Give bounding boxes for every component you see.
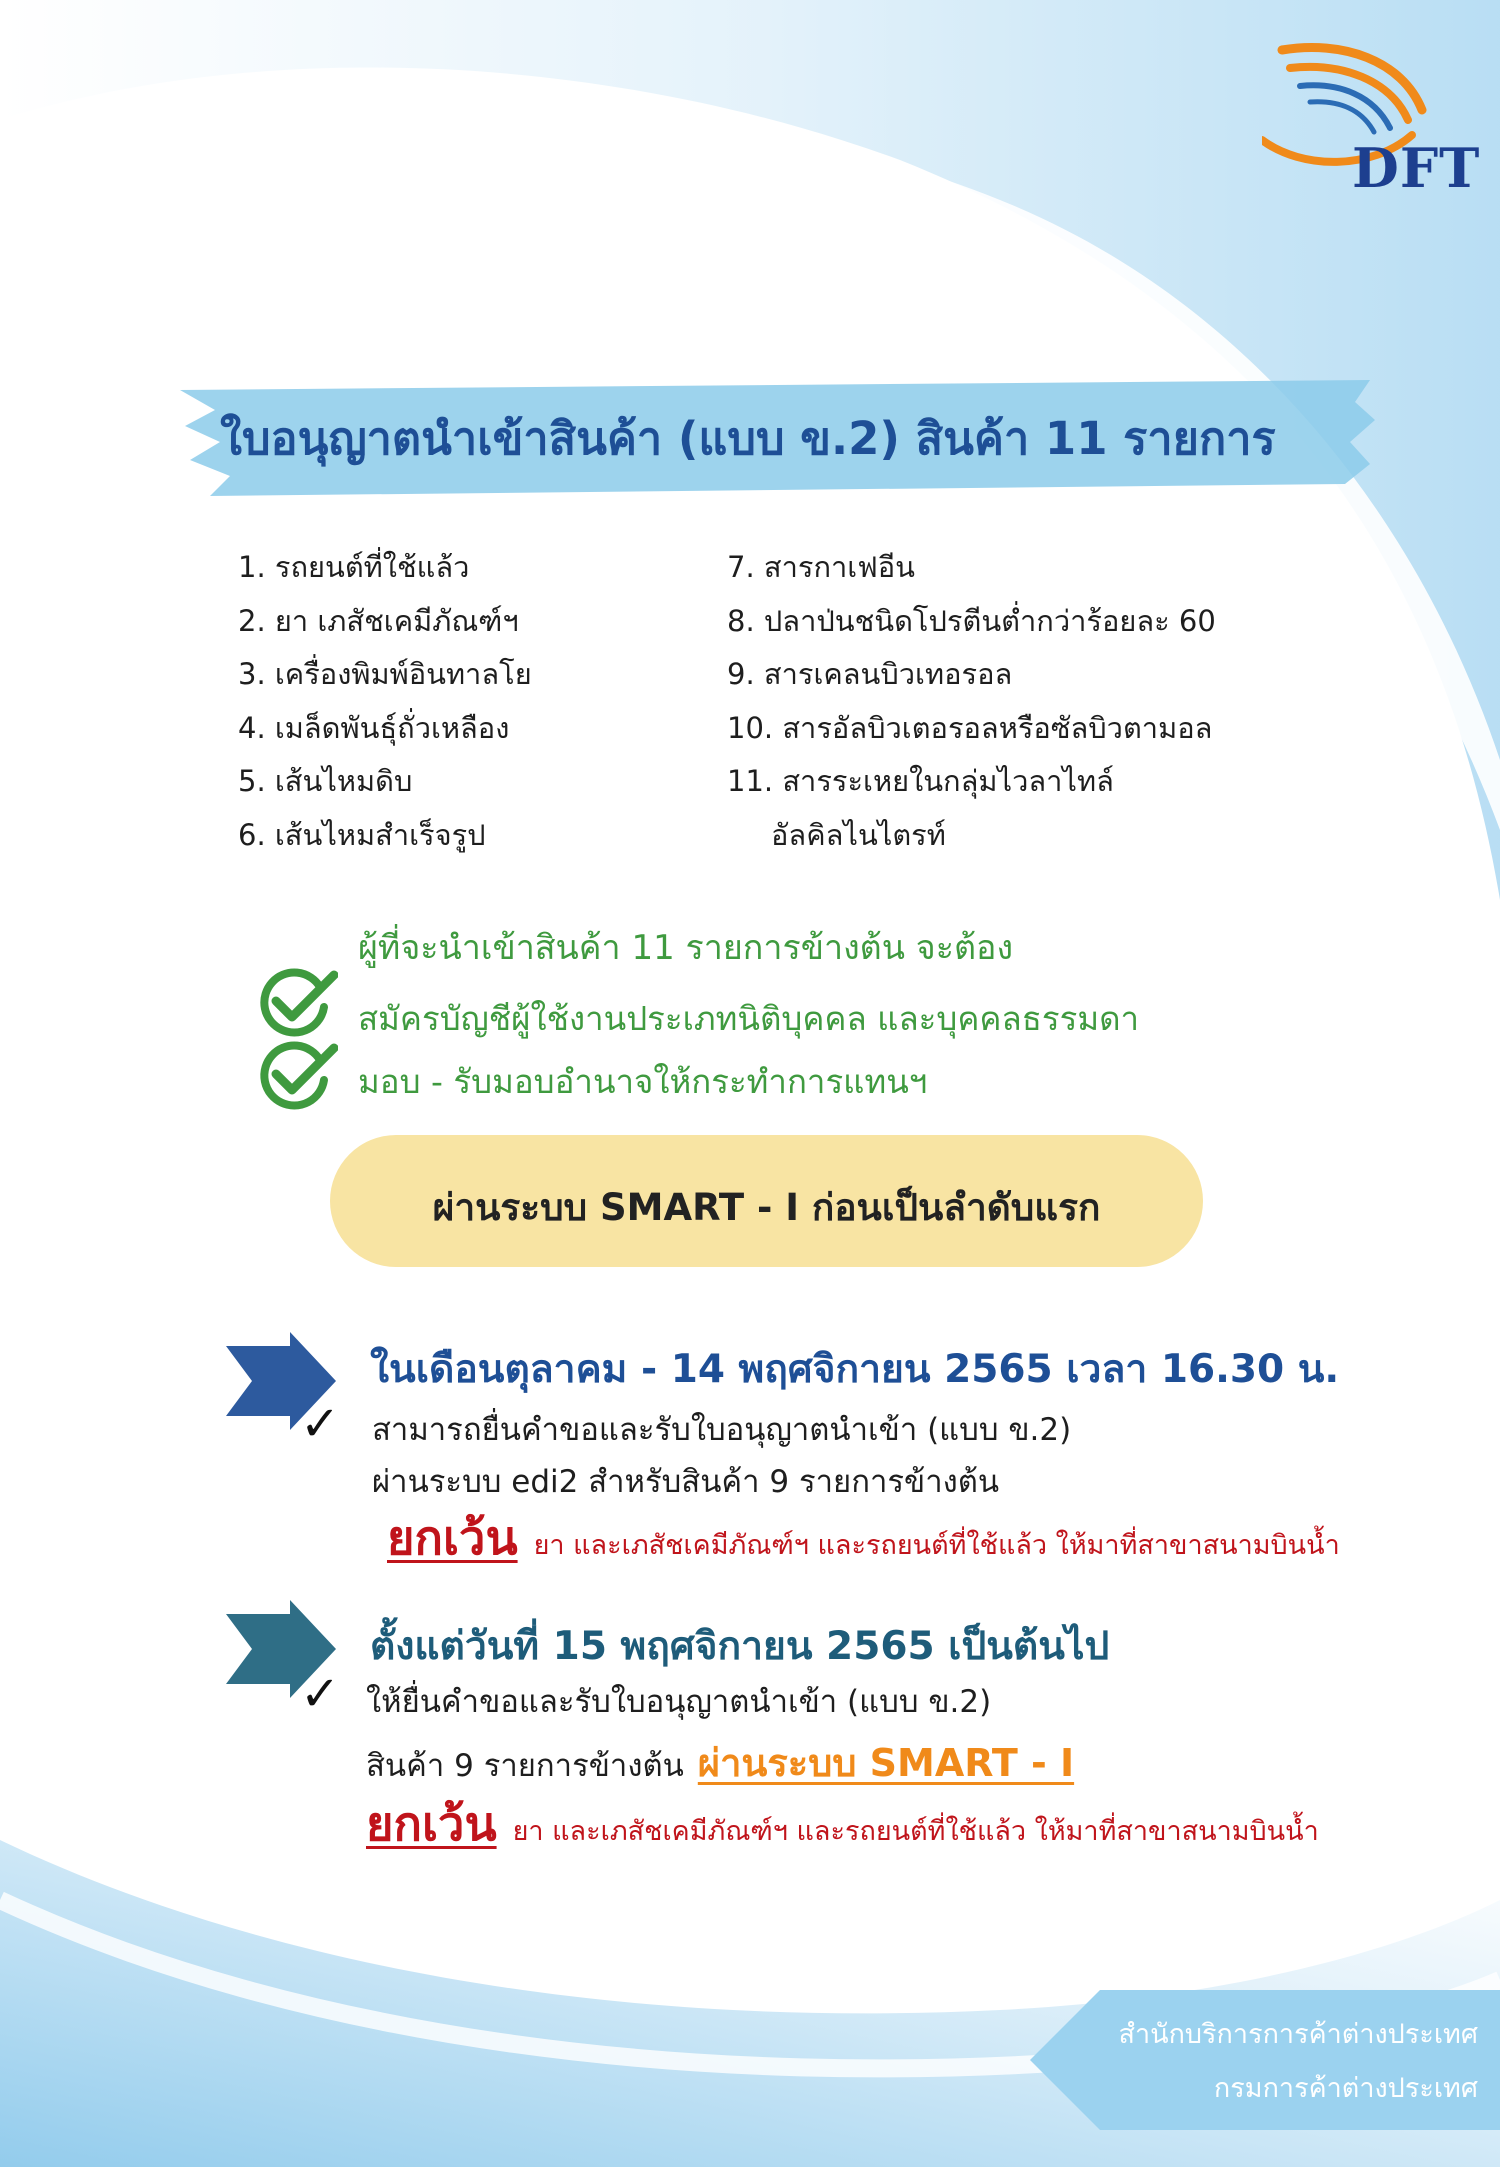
section1-exception <box>387 1500 1340 1575</box>
checkmark-icon: ✓ <box>300 1396 341 1452</box>
list-item: 8. ปลาป่นชนิดโปรตีนต่ำกว่าร้อยละ 60 <box>727 603 1216 638</box>
section1-line1: สามารถยื่นคำขอและรับใบอนุญาตนำเข้า (แบบ ข.2) <box>372 1412 1072 1448</box>
requirements-heading: ผู้ที่จะนำเข้าสินค้า 11 รายการข้างต้น จะต้อง <box>358 928 1014 968</box>
section2-heading: ตั้งแต่วันที่ 15 พฤศจิกายน 2565 เป็นต้นไป <box>370 1624 1110 1669</box>
check-circle-icon <box>258 967 338 1039</box>
list-item: 3. เครื่องพิมพ์อินทาลโย <box>238 657 532 691</box>
section2-exception <box>366 1786 1319 1861</box>
except-label: ยกเว้น <box>387 1511 518 1566</box>
footer-office: สำนักบริการการค้าต่างประเทศ <box>1118 2019 1478 2050</box>
requirement-item: มอบ - รับมอบอำนาจให้กระทำการแทนฯ <box>358 1062 928 1101</box>
except-note: ยา และเภสัชเคมีภัณฑ์ฯ และรถยนต์ที่ใช้แล้ว ให้มาที่สาขาสนามบินน้ำ <box>533 1530 1340 1561</box>
footer-department: กรมการค้าต่างประเทศ <box>1213 2073 1478 2104</box>
list-item: 2. ยา เภสัชเคมีภัณฑ์ฯ <box>238 603 519 638</box>
footer-banner <box>1030 1990 1500 2130</box>
logo-text: DFT <box>1352 136 1481 200</box>
except-note: ยา และเภสัชเคมีภัณฑ์ฯ และรถยนต์ที่ใช้แล้ว ให้มาที่สาขาสนามบินน้ำ <box>512 1816 1319 1847</box>
list-item: 10. สารอัลบิวเตอรอลหรือซัลบิวตามอล <box>727 710 1213 745</box>
list-item: 5. เส้นไหมดิบ <box>238 764 413 798</box>
item-list-left <box>238 541 532 862</box>
list-item: 4. เมล็ดพันธุ์ถั่วเหลือง <box>238 710 510 745</box>
list-item-continuation: อัลคิลไนไตรท์ <box>771 817 946 852</box>
section2-line2-row <box>366 1732 1074 1793</box>
list-item: 1. รถยนต์ที่ใช้แล้ว <box>238 550 470 584</box>
except-label: ยกเว้น <box>366 1797 497 1852</box>
list-item: 7. สารกาเฟอีน <box>727 550 915 584</box>
list-item: 6. เส้นไหมสำเร็จรูป <box>238 817 486 852</box>
checkmark-icon: ✓ <box>300 1666 341 1722</box>
page-title: ใบอนุญาตนำเข้าสินค้า (แบบ ข.2) สินค้า 11 รายการ <box>220 412 1276 465</box>
requirement-item: สมัครบัญชีผู้ใช้งานประเภทนิติบุคคล และบุคคลธรรมดา <box>358 999 1140 1038</box>
item-list-right <box>727 541 1216 862</box>
section2-line1: ให้ยื่นคำขอและรับใบอนุญาตนำเข้า (แบบ ข.2) <box>366 1684 992 1720</box>
section2-line2: สินค้า 9 รายการข้างต้น <box>366 1748 684 1784</box>
section1-line2: ผ่านระบบ edi2 สำหรับสินค้า 9 รายการข้างต้น <box>372 1464 1000 1500</box>
section1-heading: ในเดือนตุลาคม - 14 พฤศจิกายน 2565 เวลา 16.30 น. <box>370 1347 1340 1392</box>
list-item: 11. สารระเหยในกลุ่มไวลาไทล์ <box>727 764 1114 798</box>
smart-i-pill-text: ผ่านระบบ SMART - I ก่อนเป็นลำดับแรก <box>432 1186 1101 1229</box>
list-item: 9. สารเคลนบิวเทอรอล <box>727 657 1013 691</box>
check-circle-icon <box>258 1040 338 1112</box>
smart-i-highlight: ผ่านระบบ SMART - I <box>697 1741 1075 1785</box>
